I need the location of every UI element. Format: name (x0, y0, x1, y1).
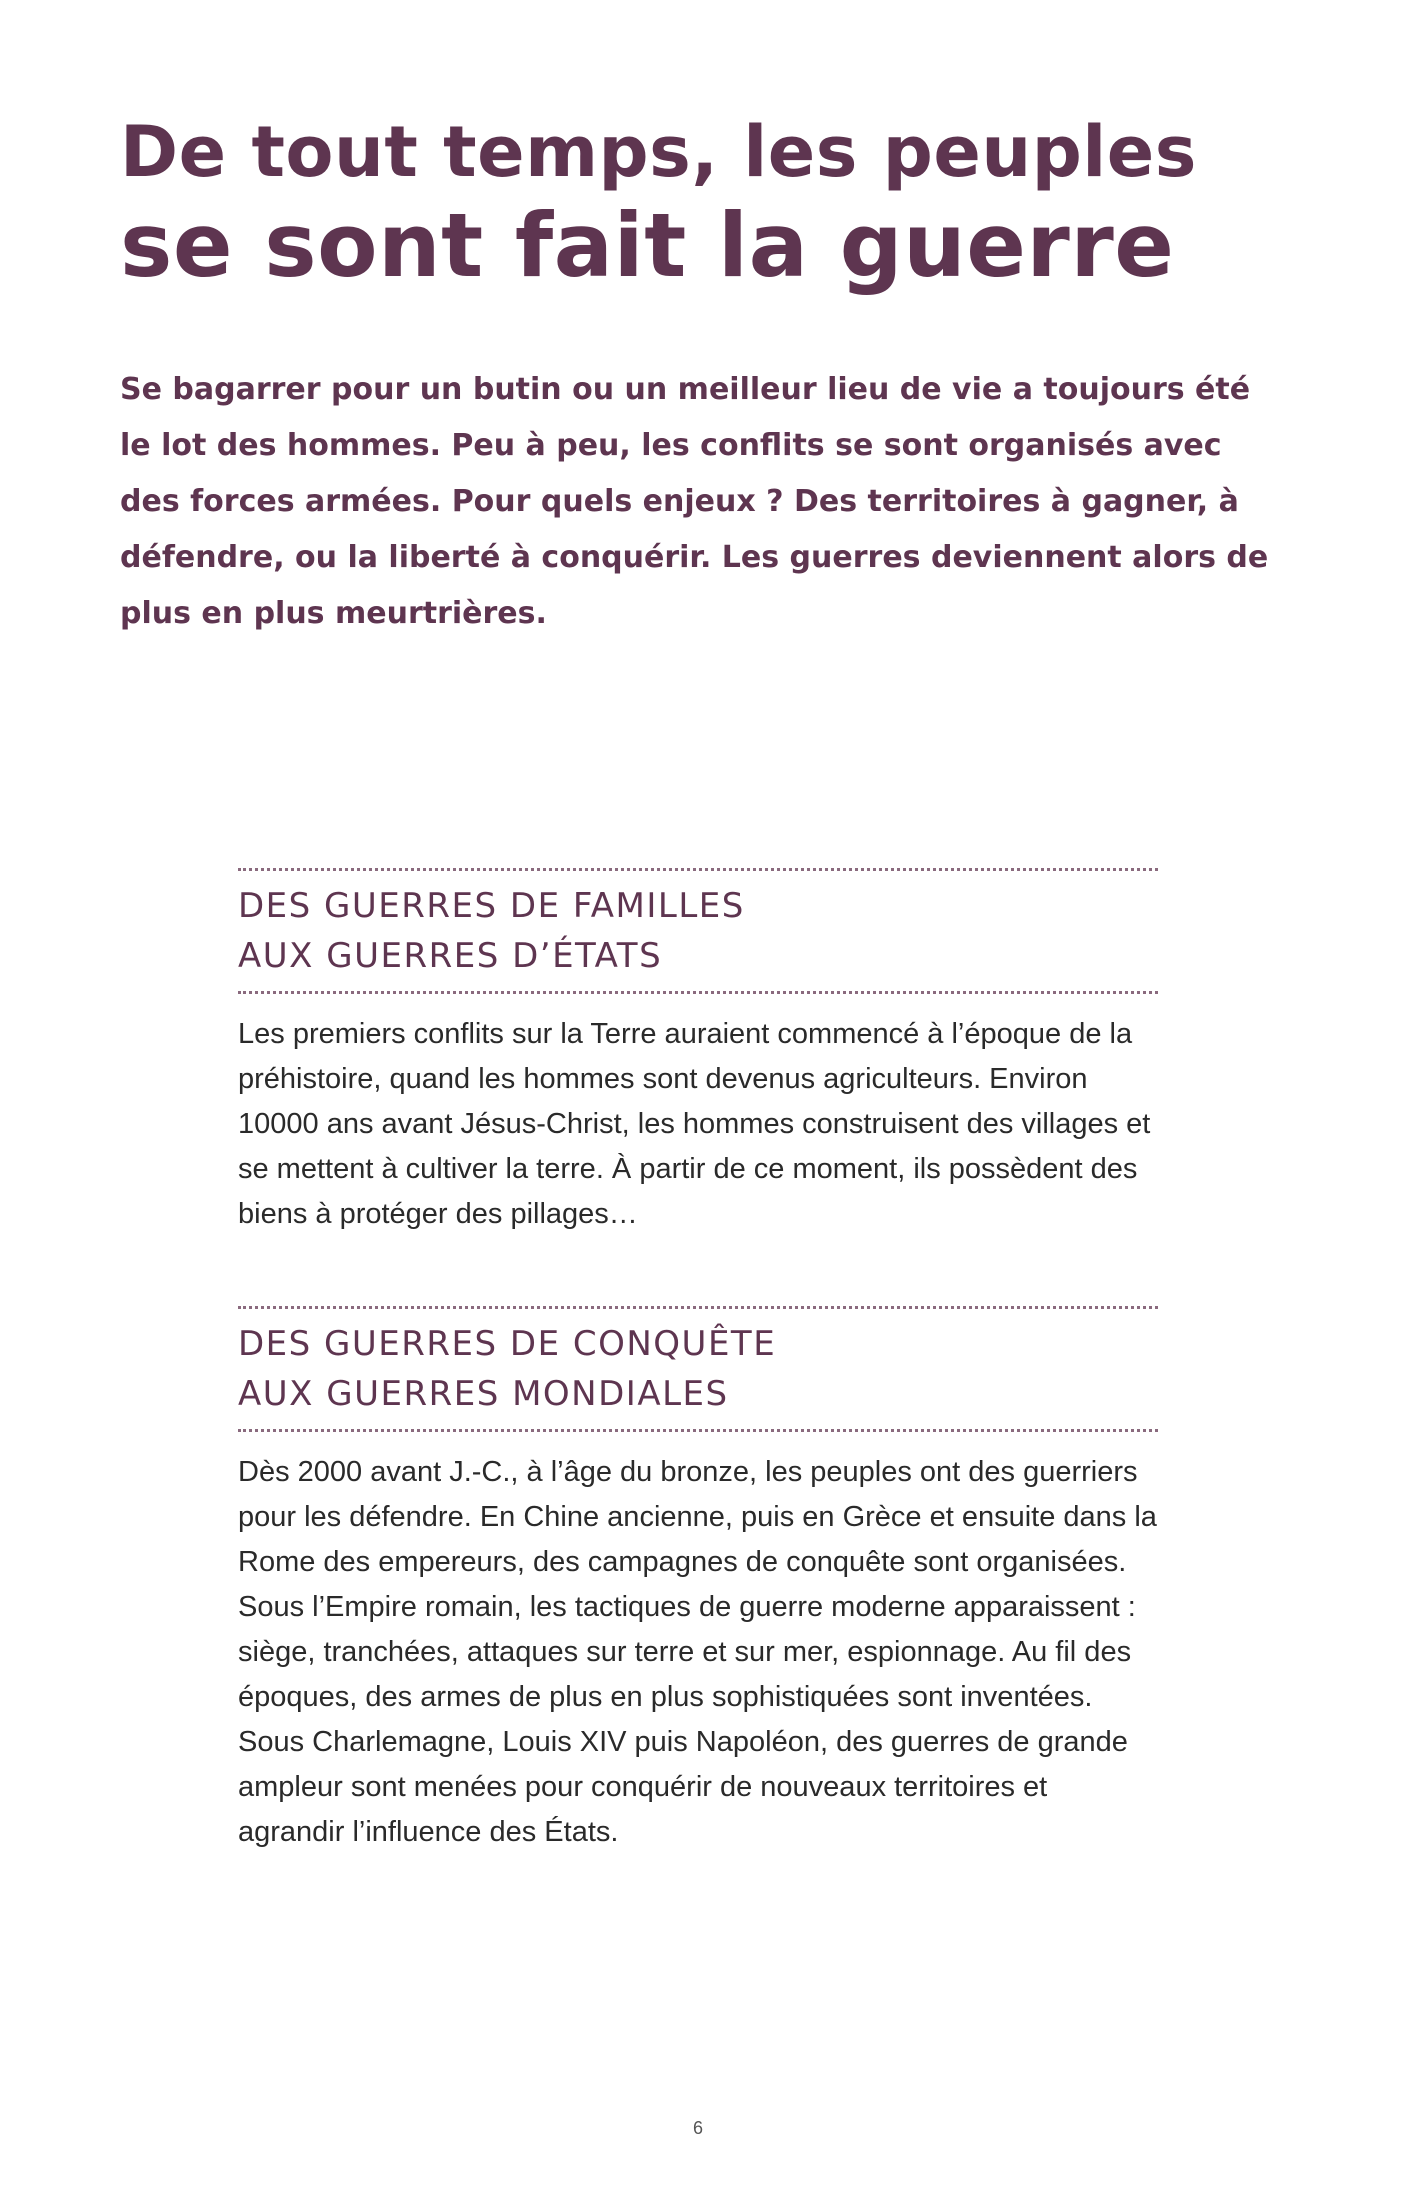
section-heading (238, 1319, 1158, 1419)
section-bottom-divider (238, 991, 1158, 994)
page-number: 6 (692, 2118, 703, 2138)
section-body-text: Dès 2000 avant J.-C., à l’âge du bronze, les peuples ont des guerriers pour les défendre. En Chine ancienne, puis en Grèce et ensuite dans la Rome des empereurs, des campagnes de conquête sont organisées. Sous l’Empire romain, les tactiques de guerre moderne apparaissent : siège, tranchées, attaques sur terre et sur mer, espionnage. Au fil des époques, des armes de plus en plus sophistiquées sont inventées. Sous Charlemagne, Louis XIV puis Napoléon, des guerres de grande ampleur sont menées pour conquérir de nouveaux territoires et agrandir l’influence des États. (238, 1456, 1157, 1848)
section-top-divider (238, 868, 1158, 871)
page-title-line-2: se sont fait la guerre (120, 194, 1175, 297)
section-conquest-to-world-wars (238, 1306, 1158, 1855)
section-heading (238, 881, 1158, 981)
section-heading-line-2: AUX GUERRES D’ÉTATS (238, 936, 663, 976)
intro-paragraph: Se bagarrer pour un butin ou un meilleur lieu de vie a toujours été le lot des hommes. Peu à peu, les conflits se sont organisés avec des forces armées. Pour quels enjeux ? Des territoires à gagner, à défendre, ou la liberté à conquérir. Les guerres deviennent alors de plus en plus meurtrières. (120, 372, 1269, 631)
section-body-text: Les premiers conflits sur la Terre auraient commencé à l’époque de la préhistoire, quand les hommes sont devenus agriculteurs. Environ 10000 ans avant Jésus-Christ, les hommes construisent des villages et se mettent à cultiver la terre. À partir de ce moment, ils possèdent des biens à protéger des pillages… (238, 1018, 1151, 1230)
section-bottom-divider (238, 1429, 1158, 1432)
section-families-to-states (238, 868, 1158, 1237)
section-heading-line-1: DES GUERRES DE CONQUÊTE (238, 1324, 777, 1364)
section-heading-line-2: AUX GUERRES MONDIALES (238, 1374, 729, 1414)
section-top-divider (238, 1306, 1158, 1309)
page-title-line-1: De tout temps, les peuples (120, 111, 1197, 193)
page-title (120, 110, 1197, 298)
section-heading-line-1: DES GUERRES DE FAMILLES (238, 886, 745, 926)
